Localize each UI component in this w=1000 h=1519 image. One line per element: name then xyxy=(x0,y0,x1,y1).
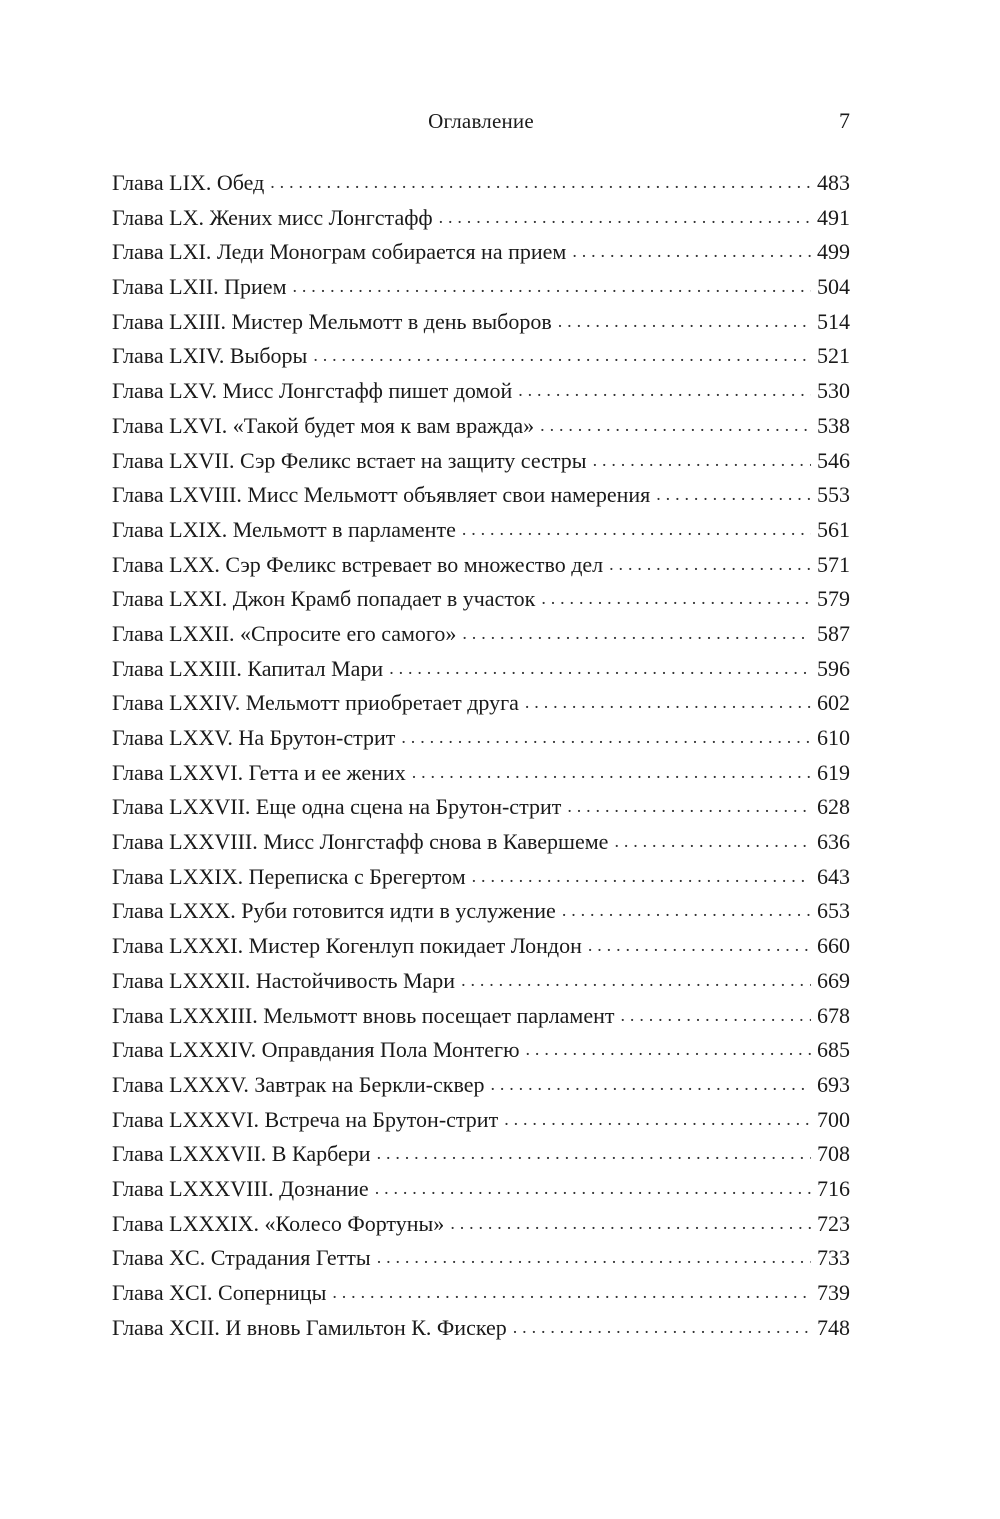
toc-entry-title: Глава LXXXI. Мистер Когенлуп покидает Лондон xyxy=(112,933,582,959)
dot-leader xyxy=(462,512,811,547)
dot-leader xyxy=(526,1032,811,1067)
toc-entry xyxy=(112,1207,850,1242)
toc-entry xyxy=(112,478,850,513)
toc-entry-title: Глава LXIV. Выборы xyxy=(112,343,308,369)
toc-entry-page: 643 xyxy=(817,863,850,889)
toc-entry xyxy=(112,1276,850,1311)
toc-entry-page: 669 xyxy=(817,967,850,993)
dot-leader xyxy=(558,304,811,339)
toc-entry-title: Глава LXXIX. Переписка с Брегертом xyxy=(112,863,466,889)
toc-entry-title: Глава LXI. Леди Монограм собирается на прием xyxy=(112,239,567,265)
toc-entry xyxy=(112,652,850,687)
dot-leader xyxy=(656,477,811,512)
toc-entry xyxy=(112,235,850,270)
toc-entry xyxy=(112,721,850,756)
toc-entry xyxy=(112,999,850,1034)
toc-entry-title: Глава LXXIII. Капитал Мари xyxy=(112,655,384,681)
toc-entry-title: Глава LXXXVII. В Карбери xyxy=(112,1141,371,1167)
dot-leader xyxy=(377,1136,811,1171)
toc-entry-title: Глава XC. Страдания Гетты xyxy=(112,1245,371,1271)
toc-entry xyxy=(112,409,850,444)
page-number: 7 xyxy=(839,108,850,133)
toc-entry xyxy=(112,1311,850,1346)
toc-entry xyxy=(112,1068,850,1103)
toc-entry-page: 521 xyxy=(817,343,850,369)
dot-leader xyxy=(450,1206,811,1241)
toc-entry-page: 653 xyxy=(817,898,850,924)
dot-leader xyxy=(472,859,811,894)
toc-entry-page: 553 xyxy=(817,482,850,508)
toc-entry xyxy=(112,1172,850,1207)
toc-entry-title: Глава LXVII. Сэр Феликс встает на защиту сестры xyxy=(112,447,587,473)
toc-entry-title: Глава LXXXII. Настойчивость Мари xyxy=(112,967,456,993)
toc-entry-page: 538 xyxy=(817,412,850,438)
dot-leader xyxy=(377,1240,811,1275)
toc-entry xyxy=(112,548,850,583)
dot-leader xyxy=(313,338,811,373)
toc-entry xyxy=(112,825,850,860)
toc-entry-page: 693 xyxy=(817,1071,850,1097)
toc-entry xyxy=(112,1033,850,1068)
dot-leader xyxy=(518,373,811,408)
toc-entry xyxy=(112,374,850,409)
toc-entry-title: Глава LX. Жених мисс Лонгстафф xyxy=(112,204,433,230)
toc-entry xyxy=(112,756,850,791)
dot-leader xyxy=(461,963,811,998)
toc-entry-title: Глава LXIX. Мельмотт в парламенте xyxy=(112,516,456,542)
toc-entry-page: 628 xyxy=(817,794,850,820)
toc-entry-title: Глава LXIII. Мистер Мельмотт в день выборов xyxy=(112,308,552,334)
dot-leader xyxy=(270,165,811,200)
dot-leader xyxy=(540,408,811,443)
toc-entry xyxy=(112,444,850,479)
toc-entry-title: Глава LXXI. Джон Крамб попадает в участок xyxy=(112,586,536,612)
running-head xyxy=(112,104,850,138)
dot-leader xyxy=(439,200,811,235)
toc-entry-page: 685 xyxy=(817,1037,850,1063)
toc-entry-title: Глава LXXII. «Спросите его самого» xyxy=(112,620,457,646)
toc-entry xyxy=(112,686,850,721)
toc-entry-page: 660 xyxy=(817,933,850,959)
toc-entry-page: 514 xyxy=(817,308,850,334)
toc-entry-page: 571 xyxy=(817,551,850,577)
toc-entry-page: 499 xyxy=(817,239,850,265)
toc-entry xyxy=(112,513,850,548)
toc-entry-title: Глава LXXXIV. Оправдания Пола Монтегю xyxy=(112,1037,520,1063)
dot-leader xyxy=(513,1310,811,1345)
toc-entry-title: Глава LXVIII. Мисс Мельмотт объявляет свои намерения xyxy=(112,482,651,508)
dot-leader xyxy=(621,998,811,1033)
toc-entry-page: 733 xyxy=(817,1245,850,1271)
dot-leader xyxy=(504,1102,811,1137)
toc-entry-title: Глава LIX. Обед xyxy=(112,170,265,195)
toc-entry-page: 739 xyxy=(817,1280,850,1305)
toc-entry-page: 678 xyxy=(817,1002,850,1028)
toc-entry xyxy=(112,929,850,964)
toc-entry xyxy=(112,1137,850,1172)
toc-entry-title: Глава LXXXVIII. Дознание xyxy=(112,1175,369,1201)
dot-leader xyxy=(462,616,811,651)
dot-leader xyxy=(490,1067,811,1102)
toc-entry-title: Глава LXXIV. Мельмотт приобретает друга xyxy=(112,690,519,716)
toc-entry-title: Глава XCII. И вновь Гамильтон К. Фискер xyxy=(112,1314,507,1340)
toc-entry xyxy=(112,201,850,236)
toc-entry-title: Глава LXXV. На Брутон-стрит xyxy=(112,725,396,750)
toc-entry xyxy=(112,617,850,652)
dot-leader xyxy=(609,547,811,582)
dot-leader xyxy=(572,234,811,269)
toc-entry-title: Глава LXXXIII. Мельмотт вновь посещает парламент xyxy=(112,1002,615,1028)
toc-entry xyxy=(112,305,850,340)
toc-entry-title: Глава LXX. Сэр Феликс встревает во множество дел xyxy=(112,551,604,577)
toc-entry xyxy=(112,790,850,825)
toc-entry xyxy=(112,964,850,999)
toc-entry xyxy=(112,166,850,201)
toc-entry-page: 748 xyxy=(817,1314,850,1340)
dot-leader xyxy=(389,651,811,686)
toc-entry-page: 723 xyxy=(817,1210,850,1236)
toc-entry-title: Глава LXXX. Руби готовится идти в услужение xyxy=(112,898,556,924)
toc-entry-page: 504 xyxy=(817,274,850,300)
toc-entry-title: Глава LXXVIII. Мисс Лонгстафф снова в Кавершеме xyxy=(112,829,609,855)
toc-entry-title: Глава LXXVI. Гетта и ее жених xyxy=(112,759,406,785)
toc-entry xyxy=(112,894,850,929)
dot-leader xyxy=(593,443,811,478)
dot-leader xyxy=(614,824,811,859)
dot-leader xyxy=(293,269,812,304)
toc-entry xyxy=(112,1103,850,1138)
dot-leader xyxy=(541,581,811,616)
toc-entry xyxy=(112,270,850,305)
toc-entry-page: 708 xyxy=(817,1141,850,1167)
toc-entry-title: Глава LXV. Мисс Лонгстафф пишет домой xyxy=(112,378,513,404)
toc-entry xyxy=(112,1241,850,1276)
toc-entry-page: 530 xyxy=(817,378,850,404)
toc-entry-page: 561 xyxy=(817,516,850,542)
toc-entry-title: Глава LXXVII. Еще одна сцена на Брутон-стрит xyxy=(112,794,562,820)
dot-leader xyxy=(562,893,811,928)
toc-entry-page: 700 xyxy=(817,1106,850,1132)
dot-leader xyxy=(375,1171,811,1206)
toc-entry-page: 579 xyxy=(817,586,850,612)
toc-entry xyxy=(112,582,850,617)
toc-entry-title: Глава XCI. Соперницы xyxy=(112,1280,327,1305)
toc-entry-page: 610 xyxy=(817,725,850,750)
dot-leader xyxy=(567,789,811,824)
toc-entry-page: 716 xyxy=(817,1175,850,1201)
toc-entry xyxy=(112,339,850,374)
toc-entry-page: 619 xyxy=(817,759,850,785)
toc-entry-page: 491 xyxy=(817,204,850,230)
toc-entry-title: Глава LXVI. «Такой будет моя к вам вражда» xyxy=(112,412,535,438)
dot-leader xyxy=(588,928,811,963)
toc-entry-page: 587 xyxy=(817,620,850,646)
toc-entry-page: 602 xyxy=(817,690,850,716)
toc-entry-title: Глава LXXXIX. «Колесо Фортуны» xyxy=(112,1210,445,1236)
toc-entry-page: 546 xyxy=(817,447,850,473)
dot-leader xyxy=(401,720,811,755)
toc-entry-page: 483 xyxy=(817,170,850,195)
toc-entry xyxy=(112,860,850,895)
running-title: Оглавление xyxy=(428,109,534,133)
table-of-contents xyxy=(112,166,850,1345)
toc-entry-title: Глава LXXXVI. Встреча на Брутон-стрит xyxy=(112,1106,499,1132)
toc-entry-page: 596 xyxy=(817,655,850,681)
toc-entry-page: 636 xyxy=(817,829,850,855)
dot-leader xyxy=(525,685,811,720)
toc-entry-title: Глава LXII. Прием xyxy=(112,274,287,300)
dot-leader xyxy=(332,1275,811,1310)
toc-entry-title: Глава LXXXV. Завтрак на Беркли-сквер xyxy=(112,1071,485,1097)
dot-leader xyxy=(412,755,811,790)
